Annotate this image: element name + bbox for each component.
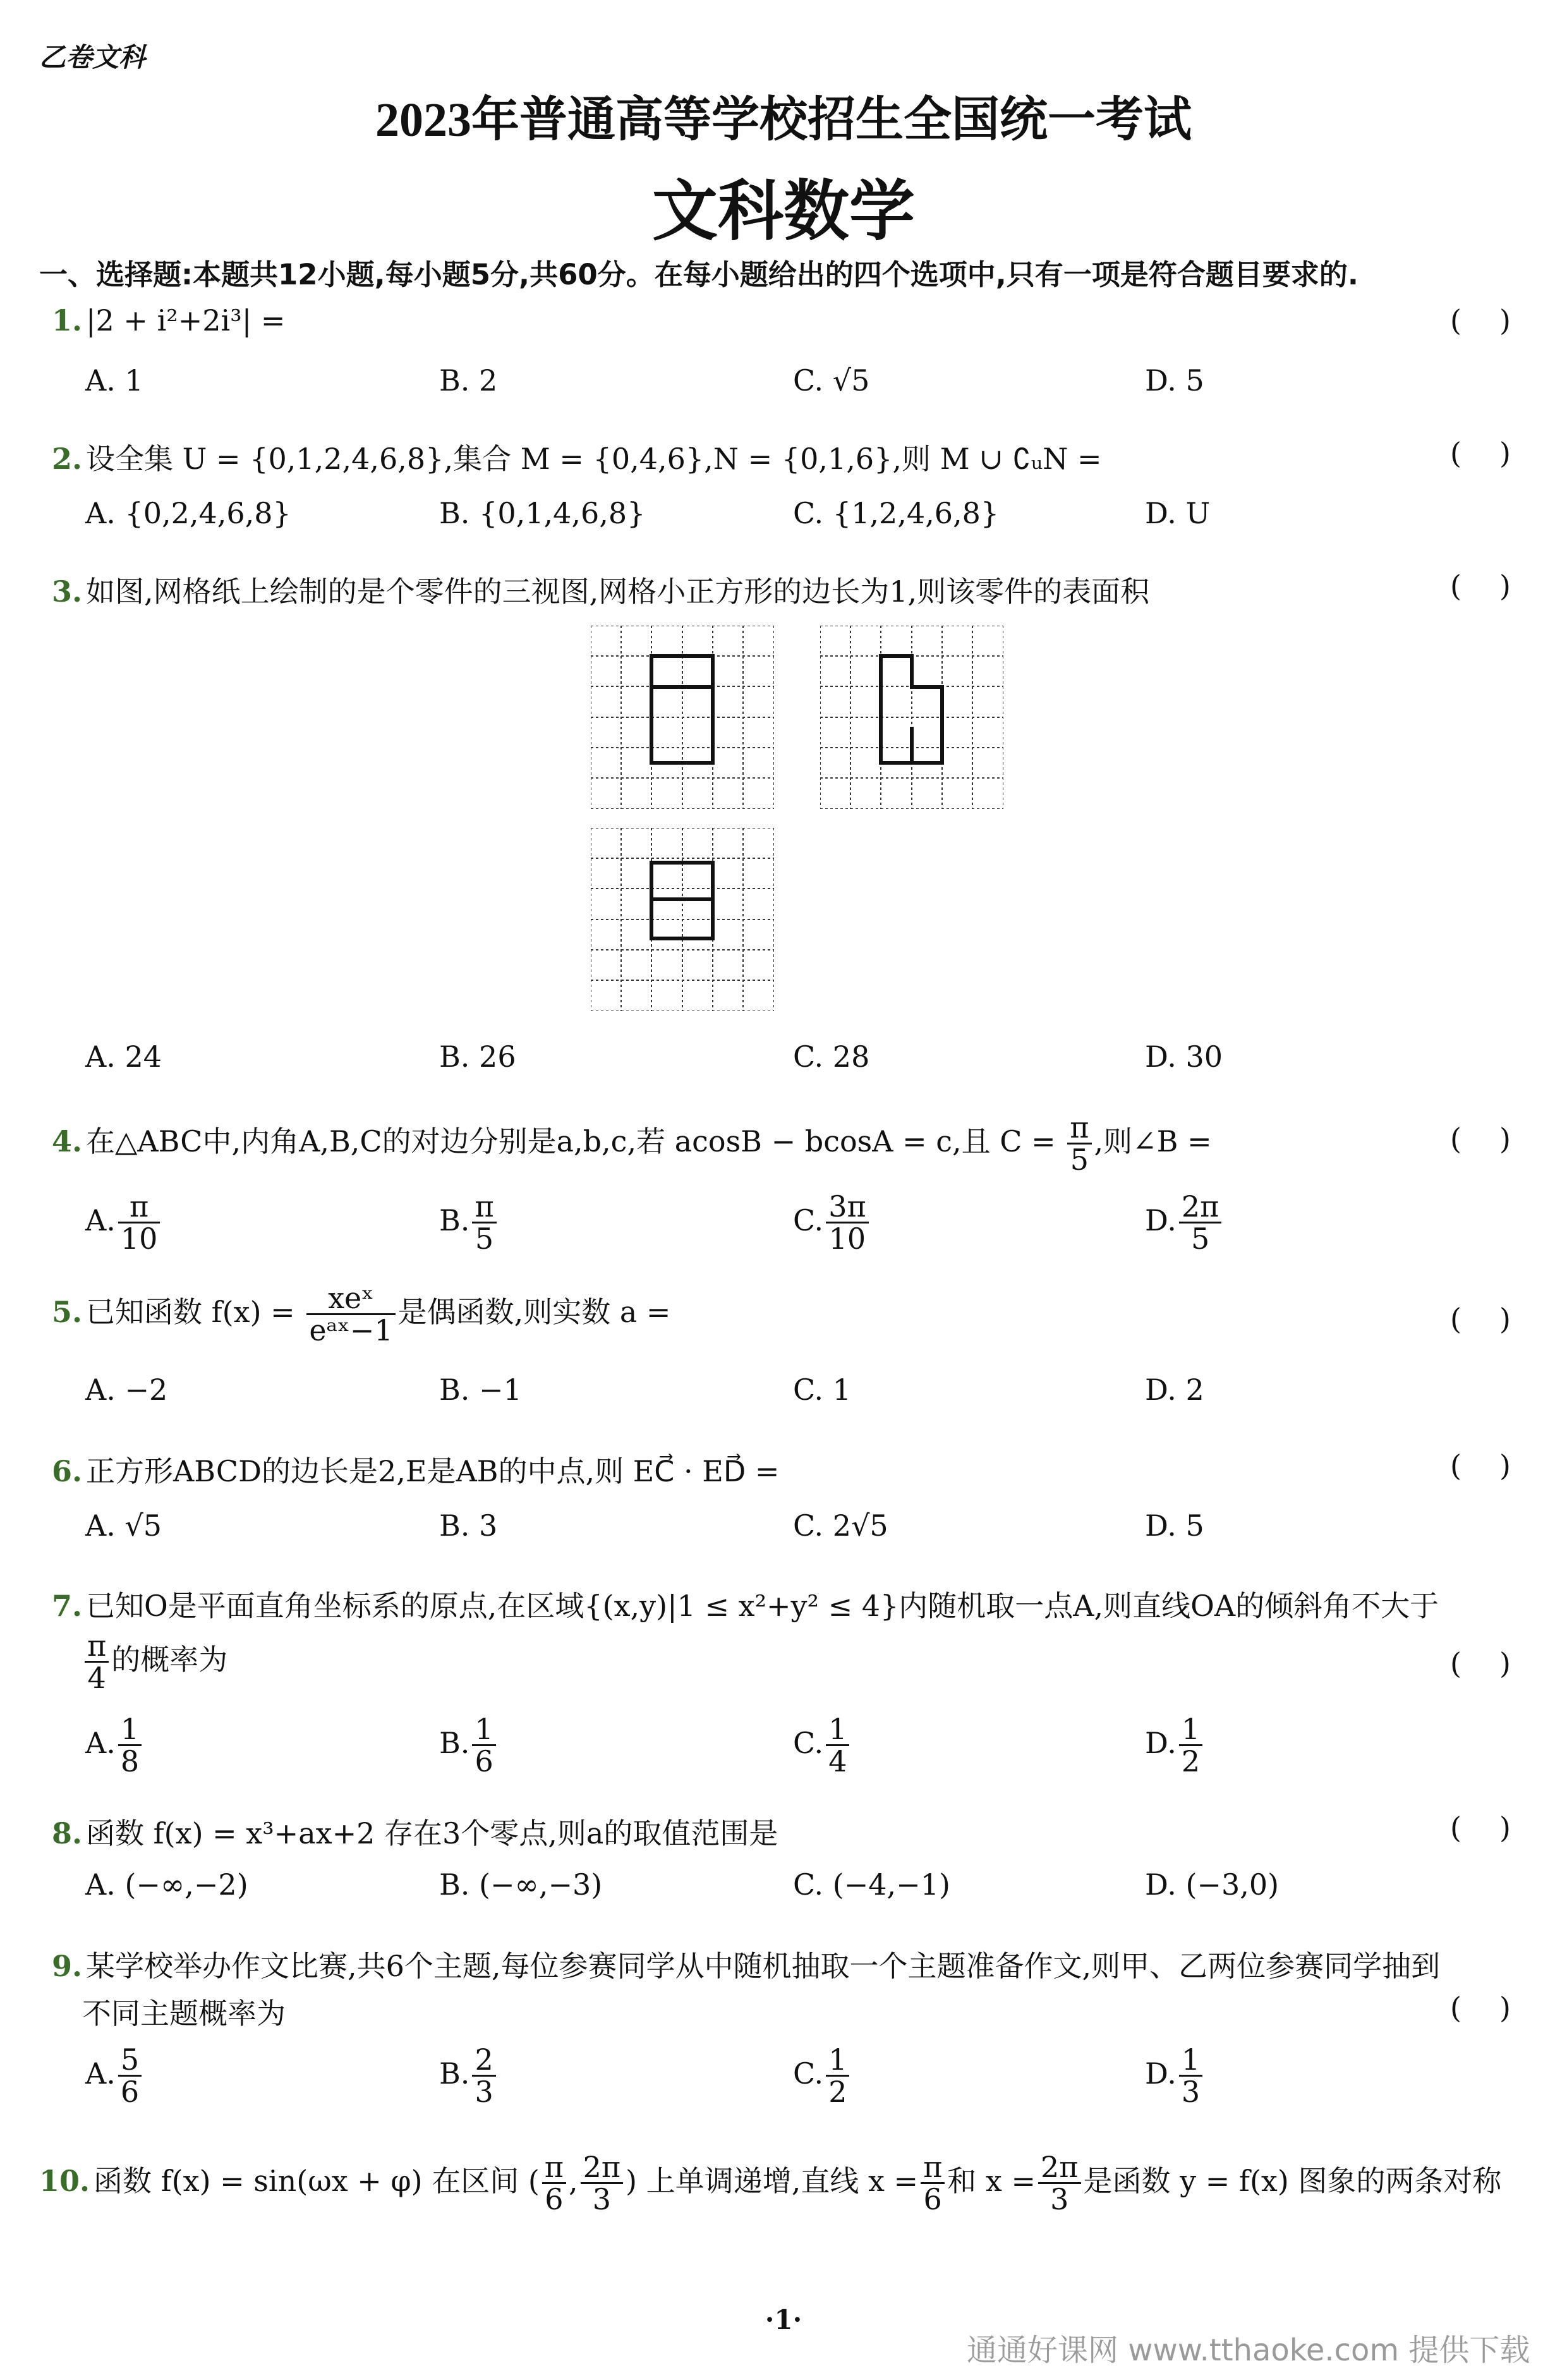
numerator: 2π	[1038, 2152, 1081, 2184]
option-c	[793, 1714, 852, 1777]
question-number: 3.	[52, 574, 83, 609]
numerator: π	[85, 1630, 109, 1663]
numerator: 2π	[1179, 1191, 1222, 1223]
option-b: B. 26	[439, 1040, 516, 1074]
question-number: 1.	[52, 303, 83, 337]
option-d: D. (−3,0)	[1145, 1867, 1280, 1902]
denominator: 10	[828, 1222, 866, 1256]
separator: ,	[569, 2163, 578, 2198]
option-d: D. 5	[1145, 1509, 1204, 1543]
option-d	[1145, 1191, 1224, 1254]
question-text-end: 的概率为	[111, 1642, 228, 1677]
question-6	[52, 1448, 779, 1490]
numerator: 3π	[826, 1191, 869, 1223]
numerator: 1	[1179, 1714, 1202, 1746]
option-c	[793, 1191, 871, 1254]
question-text: 是函数 y = f(x) 图象的两条对称	[1083, 2163, 1502, 2198]
option-b: B. 2	[439, 363, 498, 398]
question-9-continued: 不同主题概率为	[82, 1996, 286, 2031]
option-label: A.	[85, 2056, 116, 2091]
fraction	[826, 1191, 869, 1254]
numerator: 5	[118, 2044, 142, 2077]
answer-blank: ()	[1450, 303, 1549, 337]
fraction	[118, 1191, 160, 1254]
fraction	[542, 2152, 566, 2215]
answer-blank: ()	[1450, 1302, 1549, 1336]
fraction	[118, 2044, 142, 2108]
option-a	[85, 2044, 144, 2108]
question-5	[52, 1283, 670, 1346]
numerator: 1	[472, 1714, 495, 1746]
question-3	[52, 569, 1149, 610]
denominator: 2	[1181, 1744, 1201, 1779]
option-label: D.	[1145, 1725, 1177, 1760]
option-label: D.	[1145, 2056, 1177, 2091]
option-b	[439, 1714, 499, 1777]
option-label: A.	[85, 1203, 116, 1237]
numerator: 1	[826, 2044, 849, 2077]
question-text: 函数 f(x) = x³+ax+2 存在3个零点,则a的取值范围是	[86, 1816, 778, 1850]
denominator: 6	[120, 2075, 140, 2110]
question-text: 正方形ABCD的边长是2,E是AB的中点,则 EC⃗ · ED⃗ =	[86, 1454, 780, 1488]
option-d	[1145, 1714, 1205, 1777]
denominator: eᵃˣ−1	[309, 1313, 393, 1348]
option-d	[1145, 2044, 1205, 2108]
option-label: B.	[439, 1725, 470, 1760]
question-7	[52, 1583, 1439, 1625]
option-c: C. (−4,−1)	[793, 1867, 950, 1902]
option-c: C. {1,2,4,6,8}	[793, 496, 1000, 530]
numerator: 1	[1179, 2044, 1202, 2077]
answer-blank: ()	[1450, 1646, 1549, 1680]
question-text: 设全集 U = {0,1,2,4,6,8},集合 M = {0,4,6},N = {0,1,6},则 M ∪ ∁ᵤN =	[86, 442, 1102, 476]
exam-type-label: 乙卷文科	[39, 42, 146, 73]
question-number: 9.	[52, 1949, 83, 1983]
denominator: 3	[1050, 2182, 1069, 2217]
denominator: 5	[1070, 1143, 1089, 1177]
question-number: 2.	[52, 442, 83, 476]
question-number: 8.	[52, 1816, 83, 1850]
denominator: 3	[475, 2075, 493, 2110]
option-c	[793, 2044, 852, 2108]
front-view-figure	[591, 626, 774, 809]
fraction	[921, 2152, 945, 2215]
exam-title: 2023年普通高等学校招生全国统一考试	[375, 94, 1192, 147]
fraction	[472, 1714, 495, 1777]
numerator: 1	[118, 1714, 142, 1746]
denominator: 6	[475, 1744, 493, 1779]
question-number: 4.	[52, 1124, 83, 1158]
option-a: A. 1	[85, 363, 143, 398]
fraction	[1038, 2152, 1081, 2215]
question-text: 在△ABC中,内角A,B,C的对边分别是a,b,c,若 acosB − bcosA = c,且 C =	[86, 1124, 1056, 1158]
denominator: 4	[828, 1744, 847, 1779]
numerator: 1	[826, 1714, 849, 1746]
fraction	[826, 2044, 849, 2108]
section-heading: 一、选择题:本题共12小题,每小题5分,共60分。在每小题给出的四个选项中,只有一项是符合题目要求的.	[39, 258, 1358, 291]
side-view-figure	[820, 626, 1003, 809]
numerator: π	[118, 1191, 160, 1223]
top-view-figure	[591, 828, 774, 1011]
denominator: 5	[475, 1222, 494, 1256]
denominator: 6	[545, 2182, 564, 2217]
option-a	[85, 1191, 162, 1254]
fraction	[472, 2044, 495, 2108]
option-c: C. 28	[793, 1040, 870, 1074]
exam-subject: 文科数学	[651, 173, 915, 250]
question-text: 已知函数 f(x) =	[86, 1294, 295, 1329]
answer-blank: ()	[1450, 1122, 1549, 1156]
denominator: 8	[120, 1744, 140, 1779]
page-number: ·1·	[765, 2304, 802, 2335]
denominator: 3	[1181, 2075, 1201, 2110]
answer-blank: ()	[1450, 1991, 1549, 2025]
numerator: 2	[472, 2044, 495, 2077]
question-10	[39, 2152, 1501, 2215]
option-d: D. 2	[1145, 1373, 1204, 1407]
fraction	[581, 2152, 624, 2215]
numerator: π	[921, 2152, 945, 2184]
question-4	[52, 1112, 1212, 1175]
option-a: A. √5	[85, 1509, 162, 1543]
option-c: C. 1	[793, 1373, 852, 1407]
fraction	[1179, 1191, 1222, 1254]
watermark: 通通好课网 www.tthaoke.com 提供下载	[967, 2333, 1530, 2368]
option-label: D.	[1145, 1203, 1177, 1237]
option-label: C.	[793, 1725, 824, 1760]
answer-blank: ()	[1450, 1448, 1549, 1483]
option-label: C.	[793, 2056, 824, 2091]
denominator: 6	[923, 2182, 942, 2217]
option-b: B. −1	[439, 1373, 522, 1407]
question-1	[52, 303, 285, 337]
option-d: D. 30	[1145, 1040, 1223, 1074]
fraction	[1179, 1714, 1202, 1777]
fraction	[306, 1283, 395, 1346]
denominator: 4	[87, 1661, 106, 1696]
question-9	[52, 1943, 1440, 1985]
question-text: ) 上单调递增,直线 x =	[626, 2163, 919, 2198]
question-text: 和 x =	[947, 2163, 1036, 2198]
option-a: A. {0,2,4,6,8}	[85, 496, 291, 530]
question-number: 6.	[52, 1454, 83, 1488]
fraction	[118, 1714, 142, 1777]
option-c: C. √5	[793, 363, 870, 398]
option-a: A. 24	[85, 1040, 162, 1074]
option-c: C. 2√5	[793, 1509, 888, 1543]
option-b	[439, 1191, 499, 1254]
option-b: B. 3	[439, 1509, 498, 1543]
option-a: A. (−∞,−2)	[85, 1867, 248, 1902]
answer-blank: ()	[1450, 569, 1549, 603]
question-2	[52, 436, 1102, 478]
answer-blank: ()	[1450, 1811, 1549, 1845]
question-text-end: 是偶函数,则实数 a =	[397, 1294, 671, 1329]
option-a: A. −2	[85, 1373, 168, 1407]
question-number: 10.	[39, 2163, 90, 2198]
option-a	[85, 1714, 144, 1777]
answer-blank: ()	[1450, 436, 1549, 470]
fraction	[85, 1630, 109, 1694]
question-number: 7.	[52, 1589, 83, 1623]
question-text-end: ,则∠B =	[1094, 1124, 1212, 1158]
numerator: π	[1067, 1112, 1091, 1144]
denominator: 2	[828, 2075, 847, 2110]
question-text: 如图,网格纸上绘制的是个零件的三视图,网格小正方形的边长为1,则该零件的表面积	[86, 574, 1150, 609]
option-label: B.	[439, 2056, 470, 2091]
option-label: A.	[85, 1725, 116, 1760]
option-b: B. {0,1,4,6,8}	[439, 496, 646, 530]
question-text: 已知O是平面直角坐标系的原点,在区域{(x,y)|1 ≤ x²+y² ≤ 4}内随机取一点A,则直线OA的倾斜角不大于	[86, 1589, 1439, 1623]
option-label: B.	[439, 1203, 470, 1237]
numerator: π	[472, 1191, 496, 1223]
fraction	[1067, 1112, 1091, 1175]
question-7-continued	[82, 1630, 227, 1694]
denominator: 3	[592, 2182, 612, 2217]
fraction	[472, 1191, 496, 1254]
numerator: 2π	[581, 2152, 624, 2184]
option-label: C.	[793, 1203, 824, 1237]
question-text: 某学校举办作文比赛,共6个主题,每位参赛同学从中随机抽取一个主题准备作文,则甲、乙两位参赛同学抽到	[86, 1949, 1441, 1983]
denominator: 5	[1190, 1222, 1210, 1256]
question-text: |2 + i²+2i³| =	[86, 303, 286, 337]
numerator: xeˣ	[306, 1283, 395, 1315]
option-b: B. (−∞,−3)	[439, 1867, 603, 1902]
numerator: π	[542, 2152, 566, 2184]
question-text: 函数 f(x) = sin(ωx + φ) 在区间 (	[94, 2163, 540, 2198]
option-d: D. U	[1145, 496, 1211, 530]
option-b	[439, 2044, 499, 2108]
option-d: D. 5	[1145, 363, 1204, 398]
question-number: 5.	[52, 1294, 83, 1329]
question-8	[52, 1811, 778, 1852]
fraction	[826, 1714, 849, 1777]
fraction	[1179, 2044, 1202, 2108]
denominator: 10	[120, 1222, 158, 1256]
